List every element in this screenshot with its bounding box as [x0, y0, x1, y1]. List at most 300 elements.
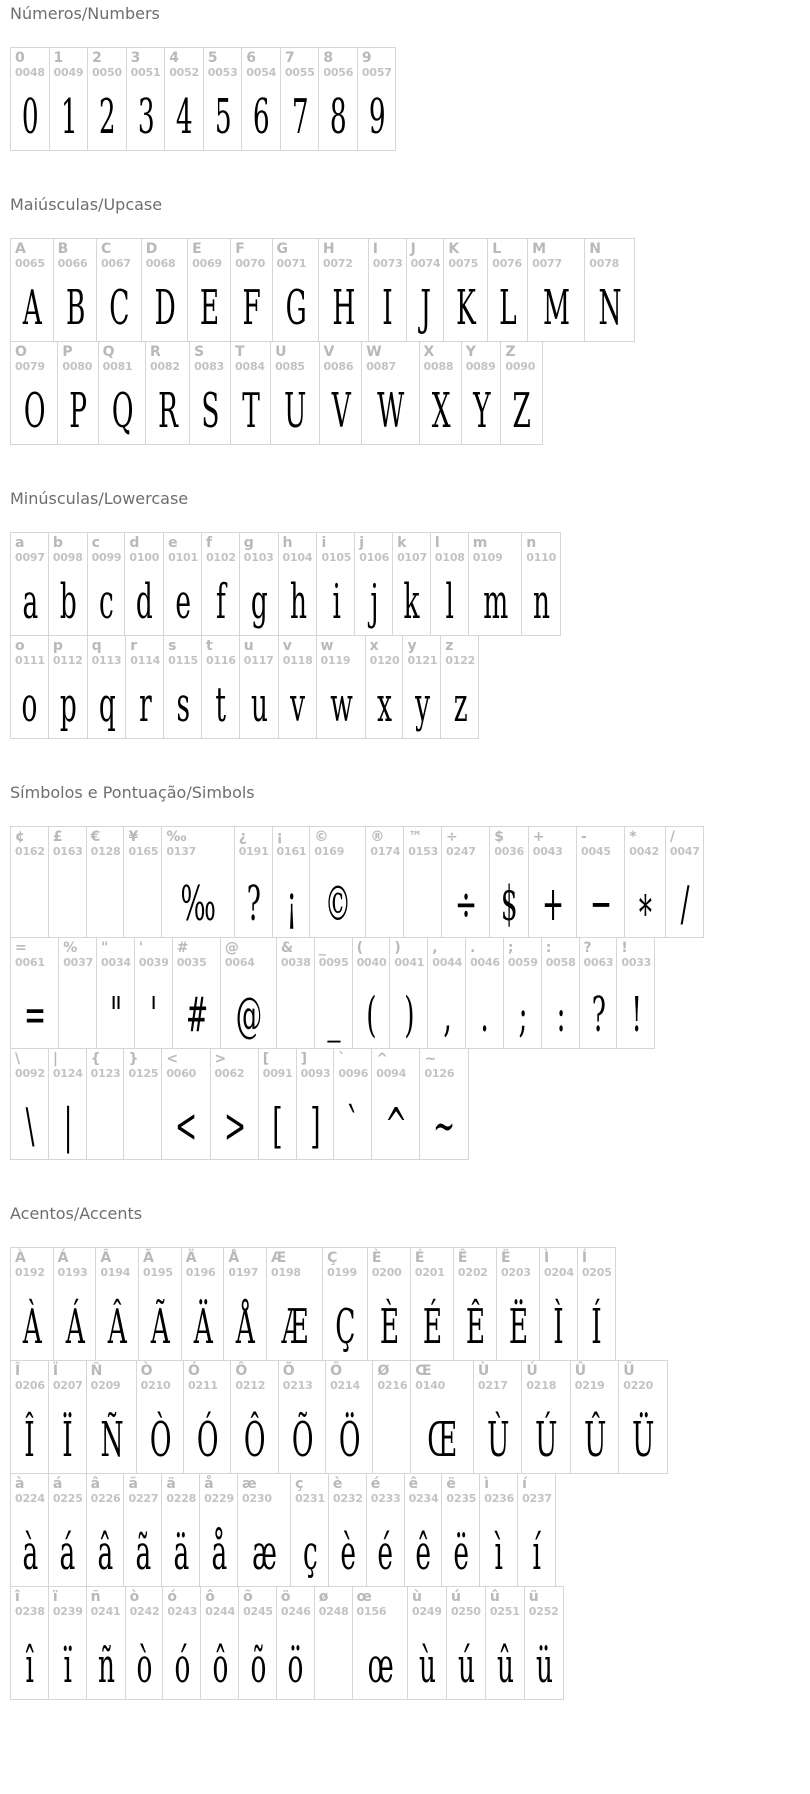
- cell-code: 0119: [320, 654, 351, 667]
- cell-code: 0153: [408, 845, 439, 858]
- cell-char: Y: [465, 344, 476, 360]
- glyph-cell: [352, 1586, 408, 1700]
- cell-glyph: ó: [174, 1638, 191, 1694]
- cell-char: <: [166, 1051, 179, 1067]
- cell-glyph: 0: [21, 89, 39, 145]
- cell-glyph: s: [176, 677, 190, 733]
- cell-code: 0035: [176, 956, 207, 969]
- cell-char: Í: [581, 1250, 588, 1266]
- cell-glyph: ?: [591, 987, 606, 1043]
- glyph-cell: [443, 238, 488, 342]
- cell-glyph: 1: [60, 89, 78, 145]
- glyph-cell: [241, 47, 281, 151]
- cell-glyph: ñ: [97, 1638, 115, 1694]
- glyph-row: [10, 47, 810, 151]
- glyph-cell: [278, 532, 318, 636]
- glyph-cell: [10, 1247, 54, 1361]
- cell-code: 0232: [332, 1492, 363, 1505]
- glyph-cell: [87, 635, 127, 739]
- cell-glyph: Ì: [553, 1299, 565, 1355]
- cell-glyph: :: [556, 987, 566, 1043]
- cell-char: à: [15, 1476, 25, 1492]
- cell-code: 0118: [282, 654, 313, 667]
- glyph-cell: [524, 1586, 564, 1700]
- cell-code: 0248: [318, 1605, 349, 1618]
- cell-glyph: å: [211, 1525, 227, 1581]
- cell-char: y: [407, 638, 417, 654]
- cell-glyph: ": [109, 987, 123, 1043]
- cell-glyph: í: [532, 1525, 542, 1581]
- glyph-cell: [407, 1586, 447, 1700]
- cell-glyph: â: [97, 1525, 114, 1581]
- glyph-cell: [361, 341, 419, 445]
- glyph-cell: [404, 1473, 443, 1587]
- glyph-cell: [57, 341, 98, 445]
- glyph-cell: [95, 1247, 139, 1361]
- cell-glyph: R: [158, 383, 179, 439]
- glyph-cell: [10, 341, 58, 445]
- glyph-cell: [410, 1247, 454, 1361]
- cell-code: 0201: [414, 1266, 445, 1279]
- cell-char: É: [414, 1250, 425, 1266]
- cell-glyph: L: [499, 280, 517, 336]
- cell-char: n: [526, 535, 537, 551]
- glyph-cell: [468, 532, 523, 636]
- cell-char: Ú: [526, 1363, 538, 1379]
- cell-glyph: X: [431, 383, 451, 439]
- cell-char: Î: [15, 1363, 21, 1379]
- cell-char: ë: [446, 1476, 456, 1492]
- cell-code: 0233: [370, 1492, 401, 1505]
- cell-char: G: [276, 241, 289, 257]
- glyph-cell: [278, 635, 317, 739]
- cell-code: 0235: [446, 1492, 477, 1505]
- cell-char: â: [90, 1476, 101, 1492]
- cell-code: 0049: [53, 66, 84, 79]
- glyph-cell: [87, 47, 127, 151]
- cell-code: 0078: [589, 257, 620, 270]
- cell-glyph: Ä: [193, 1299, 213, 1355]
- cell-code: 0237: [522, 1492, 552, 1505]
- cell-char: ç: [295, 1476, 304, 1492]
- cell-code: 0098: [52, 551, 83, 564]
- cell-char: /: [669, 829, 675, 845]
- cell-glyph: Y: [472, 383, 491, 439]
- cell-code: 0059: [507, 956, 538, 969]
- cell-code: 0226: [90, 1492, 121, 1505]
- cell-code: 0198: [271, 1266, 301, 1279]
- cell-code: 0033: [621, 956, 652, 969]
- cell-glyph: Ë: [508, 1299, 529, 1355]
- cell-code: 0042: [629, 845, 660, 858]
- cell-glyph: b: [59, 574, 77, 630]
- cell-char: Â: [100, 1250, 112, 1266]
- cell-glyph: 7: [291, 89, 309, 145]
- cell-char: ï: [52, 1589, 58, 1605]
- cell-glyph: p: [59, 677, 77, 733]
- cell-code: 0206: [15, 1379, 45, 1392]
- glyph-cell: [316, 635, 366, 739]
- cell-char: U: [275, 344, 287, 360]
- cell-glyph: ,: [442, 987, 452, 1043]
- cell-glyph: 6: [253, 89, 270, 145]
- cell-char: M: [532, 241, 547, 257]
- cell-char: E: [192, 241, 202, 257]
- glyph-cell: [367, 1247, 411, 1361]
- glyph-cell: [181, 1247, 225, 1361]
- glyph-cell: [406, 238, 445, 342]
- cell-glyph: Æ: [281, 1299, 309, 1355]
- cell-code: 0110: [526, 551, 557, 564]
- cell-code: 0046: [470, 956, 500, 969]
- cell-glyph: É: [422, 1299, 443, 1355]
- glyph-cell: [10, 826, 49, 938]
- cell-glyph: 8: [330, 89, 348, 145]
- cell-char: V: [323, 344, 335, 360]
- cell-char: 7: [284, 50, 295, 66]
- cell-char: é: [370, 1476, 381, 1492]
- cell-code: 0060: [166, 1067, 197, 1080]
- cell-char: o: [15, 638, 25, 654]
- cell-glyph: ú: [457, 1638, 475, 1694]
- glyph-cell: [441, 1473, 480, 1587]
- cell-glyph: ç: [302, 1525, 318, 1581]
- glyph-cell: [10, 1473, 49, 1587]
- cell-glyph: ]: [310, 1098, 321, 1154]
- glyph-cell: [517, 1473, 556, 1587]
- cell-glyph: é: [377, 1525, 394, 1581]
- cell-code: 0128: [90, 845, 121, 858]
- glyph-cell: [276, 1586, 315, 1700]
- cell-glyph: œ: [367, 1638, 394, 1694]
- cell-glyph: d: [136, 574, 154, 630]
- cell-code: 0095: [318, 956, 349, 969]
- glyph-cell: [10, 532, 49, 636]
- cell-char: m: [472, 535, 488, 551]
- cell-char: 8: [323, 50, 334, 66]
- glyph-cell: [521, 532, 561, 636]
- cell-char: ): [394, 940, 401, 956]
- cell-code: 0070: [235, 257, 266, 270]
- cell-glyph: Ú: [535, 1412, 558, 1468]
- glyph-cell: [220, 937, 277, 1049]
- cell-code: 0210: [140, 1379, 171, 1392]
- cell-glyph: Ò: [149, 1412, 172, 1468]
- cell-char: û: [489, 1589, 500, 1605]
- cell-char: z: [445, 638, 454, 654]
- cell-code: 0093: [300, 1067, 331, 1080]
- cell-char: W: [366, 344, 382, 360]
- cell-glyph: y: [414, 677, 430, 733]
- cell-char: å: [204, 1476, 214, 1492]
- cell-char: ;: [507, 940, 514, 956]
- cell-code: 0061: [15, 956, 45, 969]
- cell-code: 0096: [338, 1067, 369, 1080]
- glyph-cell: [371, 1048, 420, 1160]
- cell-char: Ù: [477, 1363, 490, 1379]
- cell-glyph: (: [366, 987, 377, 1043]
- cell-code: 0086: [323, 360, 354, 373]
- cell-code: 0081: [102, 360, 133, 373]
- cell-char: F: [235, 241, 245, 257]
- glyph-cell: [48, 1586, 87, 1700]
- cell-code: 0107: [397, 551, 427, 564]
- cell-char: 4: [169, 50, 179, 66]
- cell-char: ò: [129, 1589, 140, 1605]
- cell-code: 0156: [356, 1605, 387, 1618]
- cell-code: 0229: [204, 1492, 234, 1505]
- cell-char: ®: [370, 829, 385, 845]
- cell-glyph: n: [533, 574, 551, 630]
- cell-char: q: [91, 638, 102, 654]
- cell-char: ñ: [90, 1589, 101, 1605]
- cell-glyph: 2: [98, 89, 116, 145]
- cell-code: 0087: [366, 360, 397, 373]
- cell-code: 0043: [532, 845, 563, 858]
- cell-glyph: ': [150, 987, 158, 1043]
- cell-glyph: V: [331, 383, 351, 439]
- cell-code: 0103: [243, 551, 274, 564]
- glyph-cell: [270, 341, 319, 445]
- cell-code: 0051: [130, 66, 161, 79]
- cell-char: ': [138, 940, 144, 956]
- cell-char: ¥: [128, 829, 139, 845]
- cell-glyph: g: [250, 574, 268, 630]
- cell-glyph: u: [250, 677, 268, 733]
- glyph-cell: [161, 826, 234, 938]
- cell-code: 0247: [446, 845, 476, 858]
- glyph-cell: [402, 635, 441, 739]
- cell-code: 0213: [282, 1379, 313, 1392]
- cell-code: 0052: [169, 66, 200, 79]
- cell-code: 0217: [477, 1379, 508, 1392]
- cell-char: 0: [15, 50, 25, 66]
- cell-glyph: ì: [494, 1525, 504, 1581]
- cell-char: P: [62, 344, 73, 360]
- cell-glyph: ^: [385, 1098, 408, 1154]
- glyph-cell: [618, 1360, 667, 1474]
- cell-code: 0092: [15, 1067, 45, 1080]
- glyph-cell: [461, 341, 502, 445]
- cell-code: 0196: [185, 1266, 216, 1279]
- glyph-cell: [163, 635, 202, 739]
- cell-code: 0216: [377, 1379, 408, 1392]
- cell-char: N: [589, 241, 601, 257]
- cell-glyph: v: [290, 677, 306, 733]
- cell-code: 0250: [450, 1605, 481, 1618]
- cell-char: ,: [432, 940, 438, 956]
- cell-code: 0106: [359, 551, 390, 564]
- cell-glyph: Ñ: [100, 1412, 124, 1468]
- glyph-cell: [290, 1473, 329, 1587]
- glyph-cell: [230, 341, 271, 445]
- cell-glyph: È: [379, 1299, 399, 1355]
- glyph-cell: [403, 826, 442, 938]
- cell-char: Ô: [235, 1363, 248, 1379]
- cell-glyph: ã: [135, 1525, 152, 1581]
- glyph-cell: [333, 1048, 372, 1160]
- cell-char: p: [52, 638, 63, 654]
- glyph-cell: [489, 826, 529, 938]
- cell-glyph: Ó: [196, 1412, 219, 1468]
- glyph-row: [10, 826, 810, 938]
- cell-char: X: [423, 344, 435, 360]
- cell-glyph: A: [22, 280, 42, 336]
- cell-code: 0053: [207, 66, 238, 79]
- cell-code: 0073: [372, 257, 403, 270]
- cell-code: 0038: [280, 956, 311, 969]
- cell-char: 5: [207, 50, 218, 66]
- cell-code: 0161: [276, 845, 307, 858]
- cell-glyph: /: [680, 876, 690, 932]
- cell-glyph: O: [23, 383, 46, 439]
- glyph-cell: [10, 635, 49, 739]
- glyph-cell: [183, 1360, 231, 1474]
- cell-code: 0242: [129, 1605, 160, 1618]
- glyph-row: [10, 937, 810, 1049]
- cell-glyph: Î: [24, 1412, 36, 1468]
- cell-char: S: [194, 344, 205, 360]
- glyph-cell: [199, 1473, 238, 1587]
- glyph-cell: [172, 937, 221, 1049]
- cell-char: T: [235, 344, 245, 360]
- cell-code: 0209: [90, 1379, 121, 1392]
- cell-glyph: Ï: [62, 1412, 73, 1468]
- cell-glyph: +: [541, 876, 564, 932]
- glyph-cell: [164, 47, 204, 151]
- cell-code: 0084: [235, 360, 265, 373]
- cell-glyph: J: [420, 280, 431, 336]
- cell-code: 0211: [188, 1379, 218, 1392]
- cell-char: Ó: [188, 1363, 200, 1379]
- cell-char: L: [492, 241, 502, 257]
- glyph-cell: [296, 1048, 335, 1160]
- glyph-cell: [665, 826, 704, 938]
- glyph-cell: [487, 238, 528, 342]
- cell-code: 0140: [415, 1379, 446, 1392]
- cell-code: 0218: [526, 1379, 557, 1392]
- cell-char: C: [100, 241, 112, 257]
- glyph-cell: [539, 1247, 578, 1361]
- cell-code: 0102: [205, 551, 236, 564]
- cell-char: s: [168, 638, 177, 654]
- glyph-cell: [10, 1048, 49, 1160]
- cell-glyph: û: [496, 1638, 514, 1694]
- cell-code: 0163: [52, 845, 83, 858]
- cell-code: 0122: [445, 654, 476, 667]
- cell-glyph: I: [382, 280, 393, 336]
- cell-glyph: l: [445, 574, 455, 630]
- cell-glyph: ò: [136, 1638, 153, 1694]
- section-title-accents: Acentos/Accents: [10, 1204, 143, 1223]
- glyph-cell: [584, 238, 635, 342]
- cell-char: á: [52, 1476, 63, 1492]
- cell-char: d: [129, 535, 140, 551]
- cell-code: 0243: [167, 1605, 198, 1618]
- cell-char: Ï: [52, 1363, 59, 1379]
- glyph-cell: [125, 635, 164, 739]
- glyph-cell: [446, 1586, 486, 1700]
- cell-glyph: ù: [418, 1638, 436, 1694]
- section-title-symbols: Símbolos e Pontuação/Simbols: [10, 783, 255, 802]
- cell-char: õ: [243, 1589, 253, 1605]
- cell-glyph: [: [272, 1098, 283, 1154]
- cell-code: 0194: [100, 1266, 131, 1279]
- cell-char: ¡: [276, 829, 283, 845]
- glyph-cell: [48, 826, 87, 938]
- glyph-cell: [365, 826, 404, 938]
- cell-code: 0058: [545, 956, 576, 969]
- cell-glyph: ‰: [180, 876, 217, 932]
- cell-glyph: W: [377, 383, 405, 439]
- glyph-cell: [272, 826, 311, 938]
- cell-code: 0048: [15, 66, 45, 79]
- glyph-cell: [319, 341, 363, 445]
- cell-char: \: [15, 1051, 21, 1067]
- cell-glyph: T: [242, 383, 260, 439]
- glyph-cell: [570, 1360, 619, 1474]
- glyph-cell: [58, 937, 97, 1049]
- cell-char: t: [205, 638, 213, 654]
- glyph-cell: [86, 1360, 137, 1474]
- cell-glyph: Å: [236, 1299, 256, 1355]
- cell-char: ü: [528, 1589, 539, 1605]
- cell-glyph: ): [404, 987, 415, 1043]
- glyph-cell: [230, 1360, 278, 1474]
- cell-glyph: Á: [65, 1299, 85, 1355]
- cell-char: ^: [376, 1051, 388, 1067]
- glyph-cell: [503, 937, 542, 1049]
- cell-char: #: [176, 940, 189, 956]
- cell-code: 0225: [52, 1492, 83, 1505]
- glyph-cell: [427, 937, 466, 1049]
- cell-char: Û: [574, 1363, 587, 1379]
- cell-glyph: ©: [325, 876, 352, 932]
- cell-code: 0089: [465, 360, 496, 373]
- glyph-cell: [187, 238, 231, 342]
- cell-code: 0064: [224, 956, 255, 969]
- cell-char: {: [90, 1051, 101, 1067]
- cell-char: D: [145, 241, 158, 257]
- cell-char: (: [356, 940, 363, 956]
- cell-code: 0205: [581, 1266, 612, 1279]
- cell-char: ©: [314, 829, 329, 845]
- cell-char: Ç: [327, 1250, 338, 1266]
- section-title-numbers: Números/Numbers: [10, 4, 160, 23]
- cell-glyph: à: [22, 1525, 38, 1581]
- cell-glyph: ï: [63, 1638, 72, 1694]
- cell-code: 0234: [408, 1492, 439, 1505]
- cell-glyph: w: [329, 677, 353, 733]
- glyph-row: [10, 532, 810, 636]
- cell-char: +: [532, 829, 545, 845]
- cell-glyph: G: [285, 280, 307, 336]
- cell-glyph: t: [215, 677, 227, 733]
- glyph-cell: [98, 341, 146, 445]
- cell-char: J: [410, 241, 416, 257]
- cell-glyph: ÷: [455, 876, 478, 932]
- cell-glyph: q: [98, 677, 116, 733]
- glyph-cell: [48, 1048, 87, 1160]
- cell-code: 0174: [370, 845, 401, 858]
- glyph-cell: [10, 1586, 49, 1700]
- glyph-cell: [541, 937, 580, 1049]
- cell-char: Ä: [185, 1250, 197, 1266]
- cell-code: 0212: [235, 1379, 266, 1392]
- cell-glyph: B: [65, 280, 86, 336]
- cell-glyph: <: [175, 1098, 198, 1154]
- cell-char: ô: [205, 1589, 215, 1605]
